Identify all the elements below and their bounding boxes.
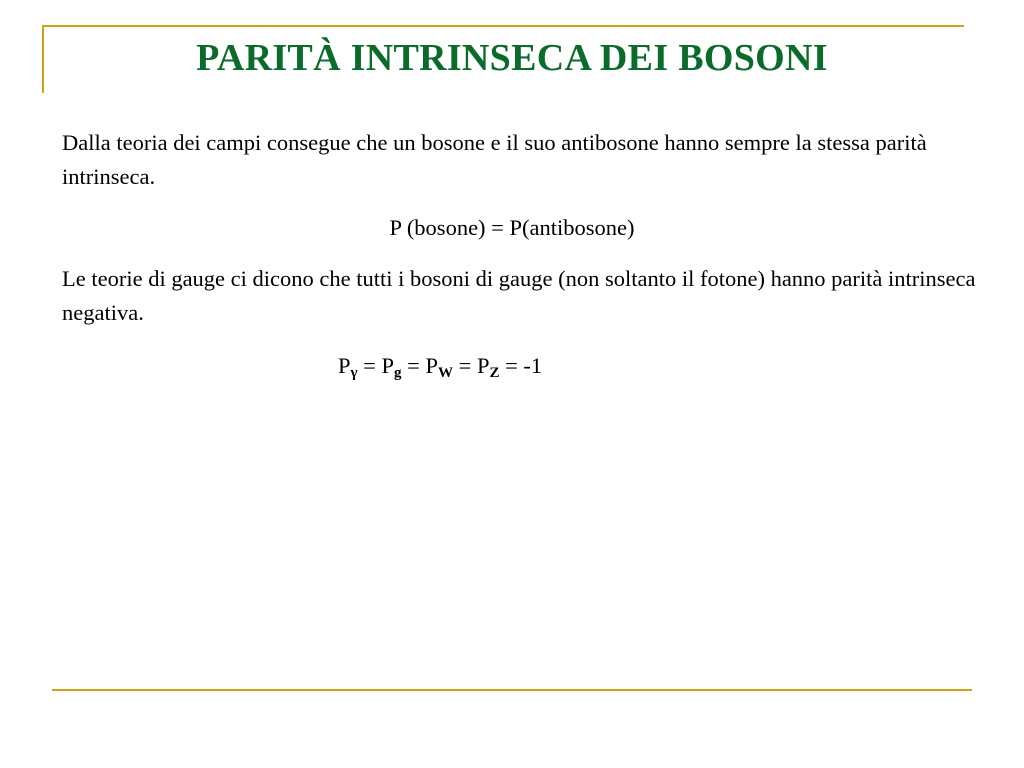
subscript-z: Z — [489, 365, 500, 381]
symbol-p-g: P — [381, 353, 395, 378]
symbol-p-w: P — [425, 353, 438, 378]
symbol-p-z: P — [476, 353, 490, 378]
symbol-p-gamma: P — [338, 353, 351, 378]
equals-sign-2: = — [401, 353, 426, 378]
paragraph-field-theory: Dalla teoria dei campi consegue che un bosone e il suo antibosone hanno sempre la stessa parità intrinseca. — [62, 130, 927, 189]
paragraph-gauge-theories: Le teorie di gauge ci dicono che tutti i bosoni di gauge (non soltanto il fotone) hanno parità intrinseca negativa. — [62, 266, 976, 325]
slide-title: PARITÀ INTRINSECA DEI BOSONI — [196, 37, 828, 79]
subscript-w: W — [437, 365, 453, 381]
frame-bottom-line — [52, 689, 972, 691]
equation-gauge-parity — [338, 349, 542, 383]
equation-boson-antiboson: P (bosone) = P(antibosone) — [389, 215, 635, 240]
subscript-gamma: γ — [350, 365, 358, 381]
equals-sign-1: = — [357, 353, 382, 378]
equals-sign-4: = — [499, 353, 524, 378]
frame-top-line — [42, 25, 964, 27]
equals-sign-3: = — [452, 353, 477, 378]
parity-value: -1 — [523, 353, 543, 378]
subscript-g: g — [394, 365, 402, 381]
